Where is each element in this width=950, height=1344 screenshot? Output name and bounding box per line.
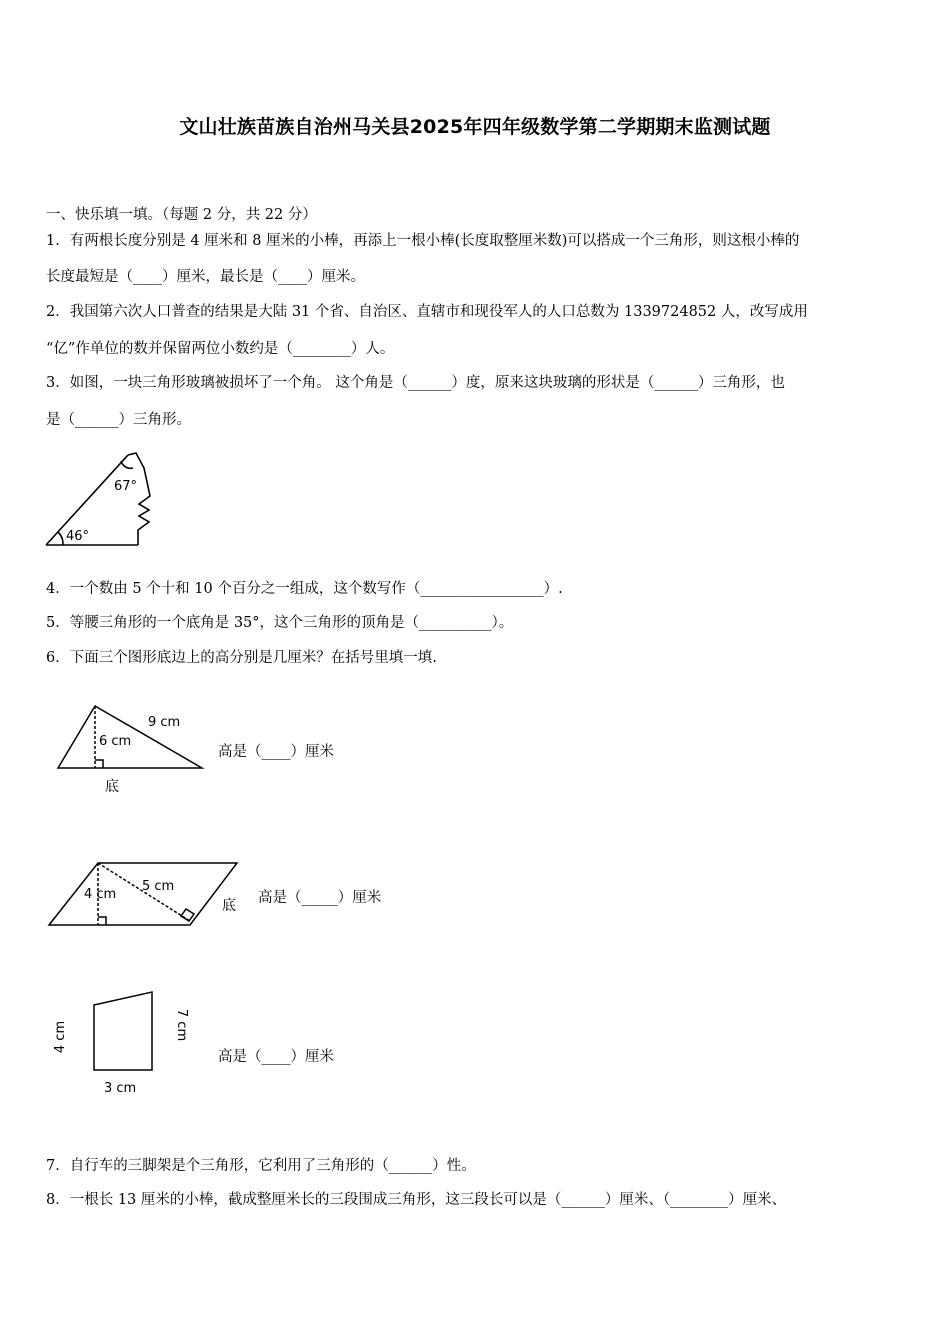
angle-67-label: 67°	[114, 479, 138, 494]
figure-1-answer: 高是（____）厘米	[218, 744, 334, 760]
height-4cm-label: 4 cm	[84, 887, 117, 902]
question-3-line-1: 3．如图，一块三角形玻璃被损坏了一个角。 这个角是（______）度，原来这块玻璃的形状是（______）三角形，也	[46, 375, 785, 391]
side-9cm-label: 9 cm	[148, 715, 181, 730]
height-6cm-label: 6 cm	[99, 734, 132, 749]
question-2-line-2: “亿”作单位的数并保留两位小数约是（________）人。	[46, 341, 395, 357]
question-6: 6．下面三个图形底边上的高分别是几厘米？在括号里填一填.	[46, 650, 437, 666]
parallelogram-figure	[44, 855, 244, 935]
question-4: 4．一个数由 5 个十和 10 个百分之一组成，这个数写作（_________________）.	[46, 581, 563, 597]
question-2-line-1: 2．我国第六次人口普查的结果是大陆 31 个省、自治区、直辖市和现役军人的人口总数为 1339724852 人，改写成用	[46, 304, 808, 320]
trapezoid-figure	[40, 985, 200, 1100]
question-5: 5．等腰三角形的一个底角是 35°，这个三角形的顶角是（__________）。	[46, 615, 514, 631]
right-7cm-label: 7 cm	[174, 1008, 189, 1042]
angle-46-label: 46°	[66, 529, 90, 544]
base-label: 底	[105, 779, 119, 795]
section-heading: 一、快乐填一填。（每题 2 分，共 22 分）	[46, 207, 317, 223]
page-title: 文山壮族苗族自治州马关县2025年四年级数学第二学期期末监测试题	[179, 116, 771, 138]
left-4cm-label: 4 cm	[53, 1020, 68, 1054]
broken-triangle-figure	[40, 448, 170, 553]
question-7: 7．自行车的三脚架是个三角形，它利用了三角形的（______）性。	[46, 1158, 476, 1174]
question-1-line-1: 1．有两根长度分别是 4 厘米和 8 厘米的小棒，再添上一根小棒(长度取整厘米数)可以搭成一个三角形，则这根小棒的	[46, 233, 800, 249]
bottom-3cm-label: 3 cm	[104, 1081, 137, 1096]
question-8: 8．一根长 13 厘米的小棒，截成整厘米长的三段围成三角形，这三段长可以是（______）厘米、（________）厘米、	[46, 1192, 787, 1208]
diag-5cm-label: 5 cm	[142, 879, 175, 894]
figure-3-answer: 高是（____）厘米	[218, 1049, 334, 1065]
question-1-line-2: 长度最短是（____）厘米，最长是（____）厘米。	[46, 269, 365, 285]
base-label-2: 底	[222, 898, 236, 914]
figure-2-answer: 高是（_____）厘米	[258, 890, 382, 906]
question-3-line-2: 是（______）三角形。	[46, 412, 191, 428]
triangle-figure	[50, 700, 210, 800]
